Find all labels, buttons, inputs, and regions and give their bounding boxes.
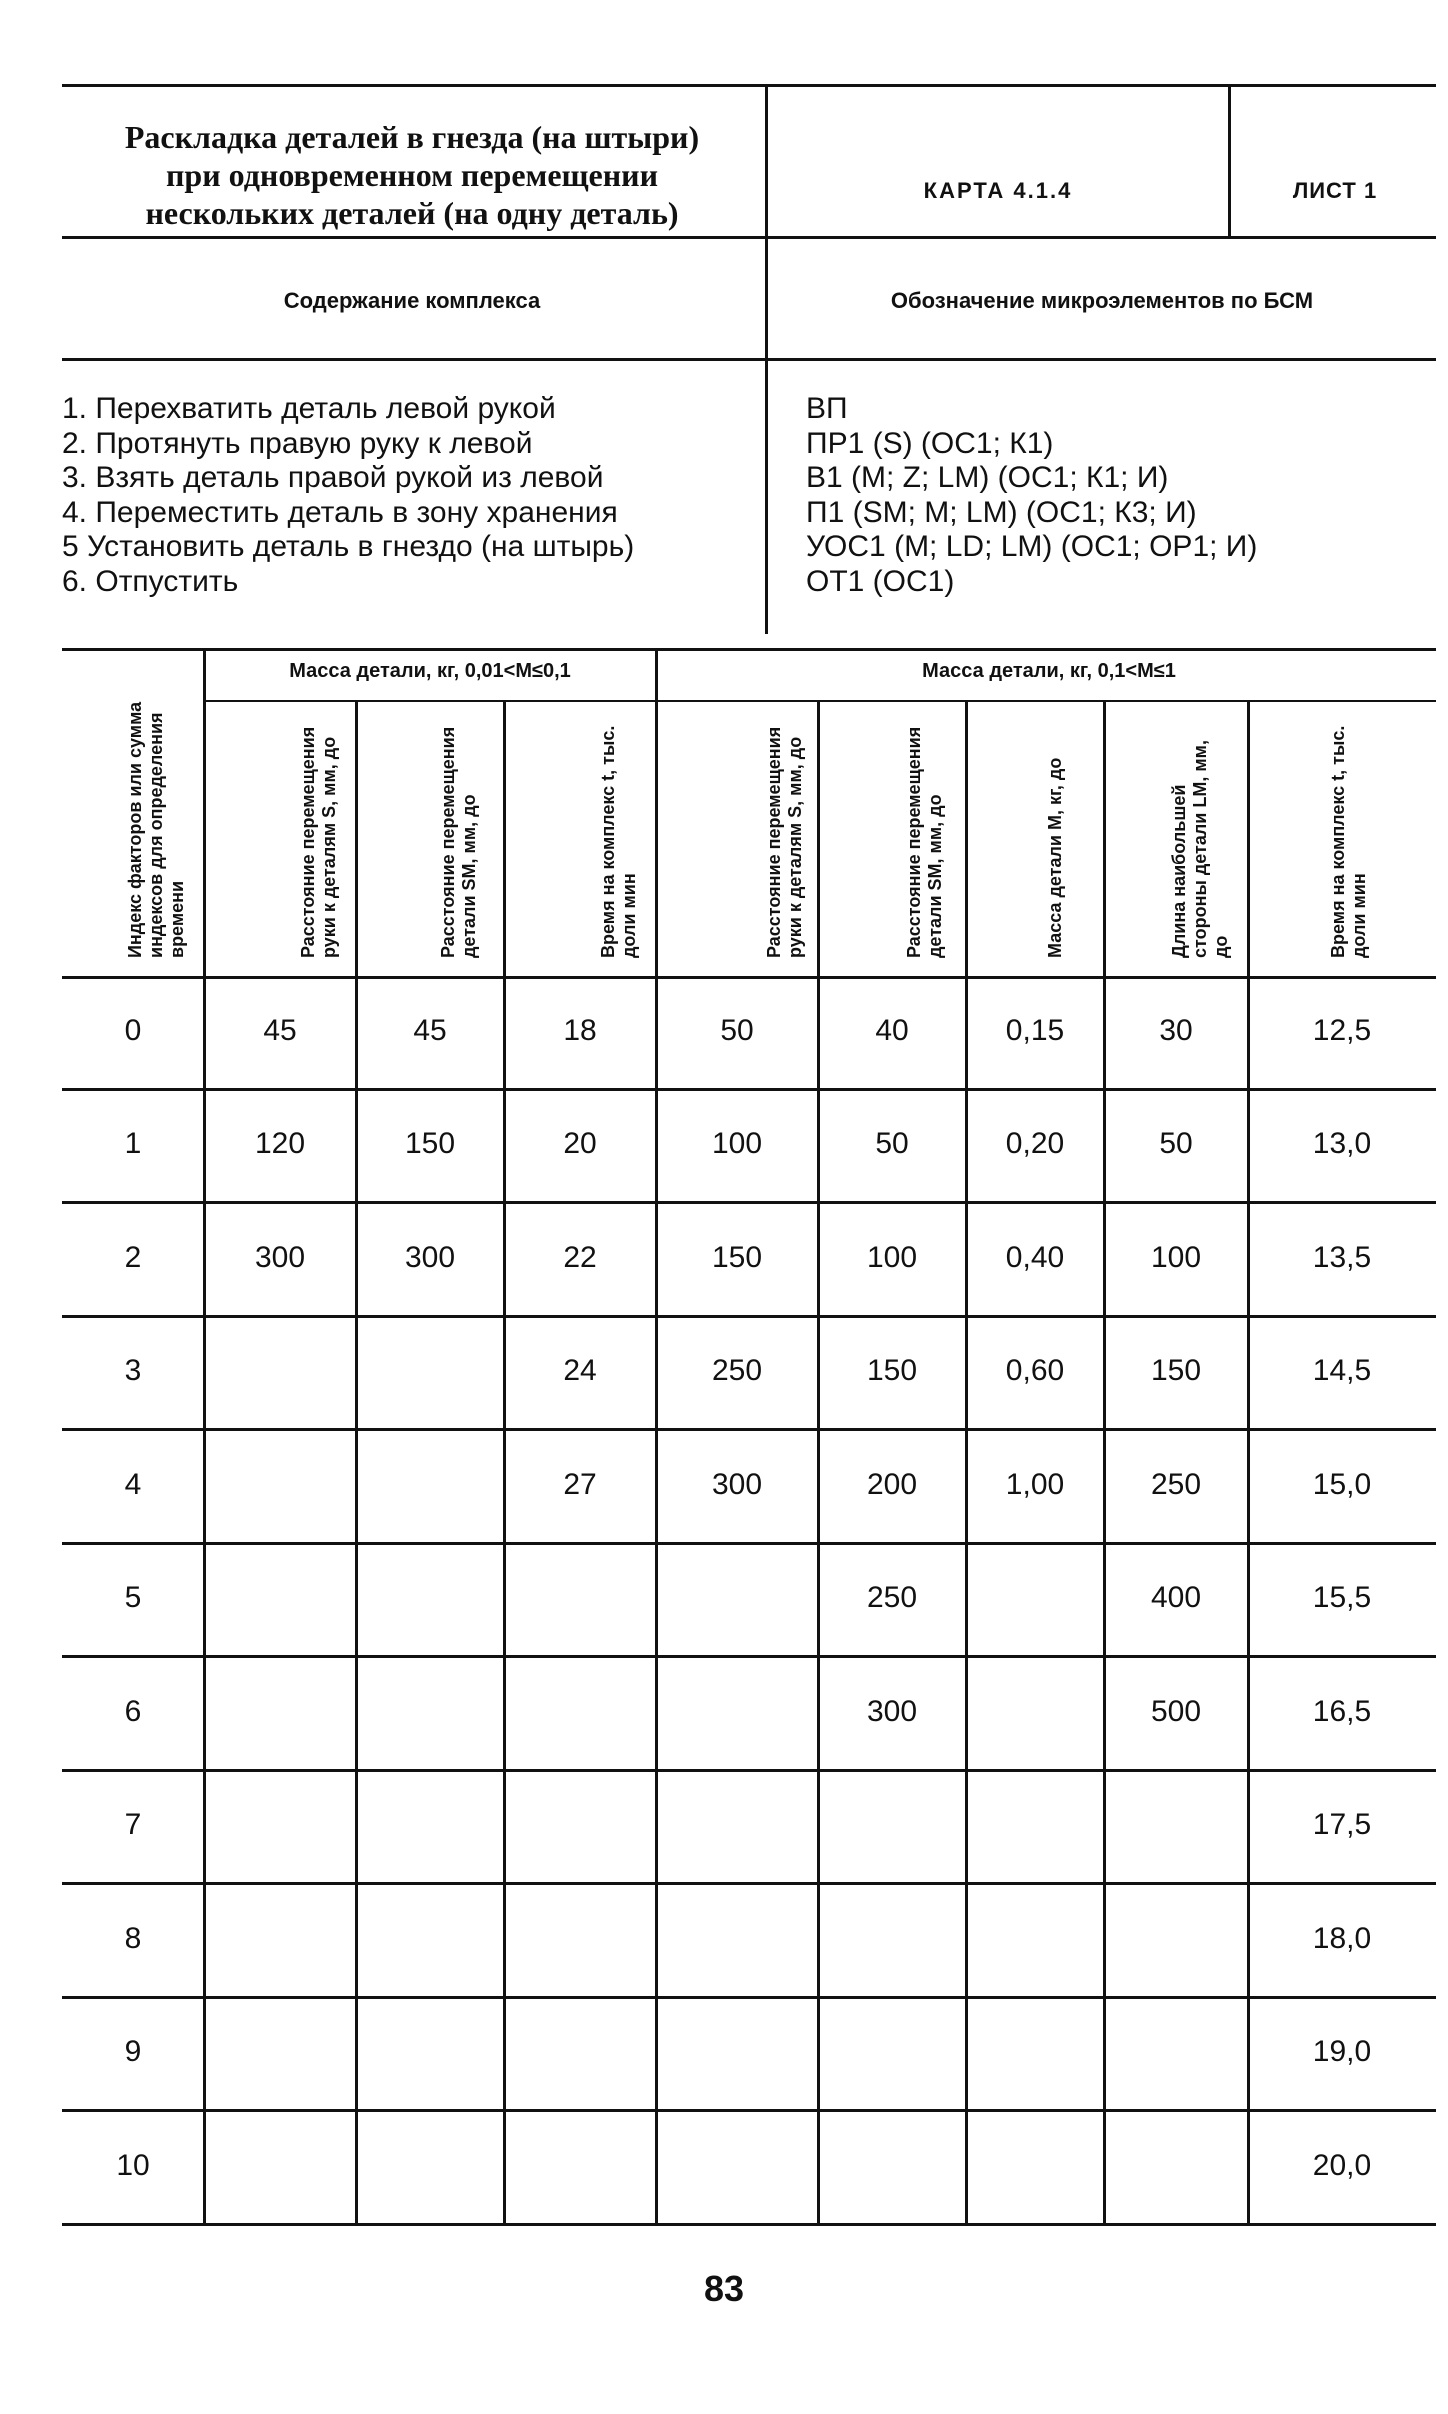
codes-list bbox=[806, 392, 1436, 599]
table-cell: 45 bbox=[413, 1013, 447, 1047]
table-cell: 12,5 bbox=[1312, 1013, 1372, 1047]
row-rule bbox=[62, 1542, 1436, 1545]
table-cell: 45 bbox=[263, 1013, 297, 1047]
table-cell: 250 bbox=[1150, 1467, 1202, 1501]
table-cell: 22 bbox=[563, 1240, 597, 1274]
table-cell: 14,5 bbox=[1312, 1354, 1372, 1388]
table-cell: 27 bbox=[563, 1467, 597, 1501]
table-cell: 50 bbox=[875, 1127, 909, 1161]
step-item: 5 Установить деталь в гнездо (на штырь) bbox=[62, 530, 635, 563]
table-cell: 0,40 bbox=[1005, 1240, 1065, 1274]
row-index-cell: 5 bbox=[124, 1581, 142, 1615]
step-item: 1. Перехватить деталь левой рукой bbox=[62, 392, 556, 425]
table-cell: 120 bbox=[254, 1127, 306, 1161]
row-index-cell: 9 bbox=[124, 2035, 142, 2069]
table-cell: 17,5 bbox=[1312, 1808, 1372, 1842]
col-header-s-light: Расстояние перемещения руки к деталям S, мм, до bbox=[298, 726, 339, 958]
card-number: КАРТА 4.1.4 bbox=[923, 178, 1073, 203]
row-rule bbox=[62, 1088, 1436, 1091]
table-cell: 500 bbox=[1150, 1694, 1202, 1728]
table-cell: 40 bbox=[875, 1013, 909, 1047]
sheet-number: ЛИСТ 1 bbox=[1292, 178, 1378, 203]
section-title-content: Содержание комплекса bbox=[283, 288, 541, 313]
table-cell: 20 bbox=[563, 1127, 597, 1161]
table-cell: 50 bbox=[720, 1013, 754, 1047]
header-divider-sheet bbox=[1228, 84, 1231, 236]
table-cell: 250 bbox=[711, 1354, 763, 1388]
table-cell: 150 bbox=[404, 1127, 456, 1161]
table-cell: 24 bbox=[563, 1354, 597, 1388]
col-header-mass: Масса детали M, кг, до bbox=[1045, 757, 1065, 958]
table-cell: 100 bbox=[711, 1127, 763, 1161]
table-cell: 200 bbox=[866, 1467, 918, 1501]
row-rule bbox=[62, 1769, 1436, 1772]
code-item: ВП bbox=[806, 392, 848, 425]
title-line: Раскладка деталей в гнезда (на штыри) bbox=[124, 119, 700, 155]
title-line: при одновременном перемещении bbox=[165, 157, 659, 193]
step-item: 2. Протянуть правую руку к левой bbox=[62, 426, 533, 460]
rule-header bbox=[62, 236, 1436, 239]
column-divider bbox=[655, 648, 658, 2225]
document-title bbox=[62, 118, 762, 232]
row-rule bbox=[62, 1882, 1436, 1885]
col-header-sm-light: Расстояние перемещения детали SM, мм, до bbox=[438, 726, 479, 958]
row-rule bbox=[62, 1996, 1436, 1999]
table-cell: 50 bbox=[1159, 1127, 1193, 1161]
step-item: 3. Взять деталь правой рукой из левой bbox=[62, 461, 604, 494]
row-index-cell: 2 bbox=[124, 1240, 142, 1274]
code-item: ОТ1 (ОС1) bbox=[806, 564, 955, 598]
table-cell: 15,0 bbox=[1312, 1467, 1372, 1501]
row-index-cell: 1 bbox=[124, 1127, 142, 1161]
col-header-index: Индекс факторов или сумма индексов для определения времени bbox=[125, 701, 187, 958]
code-item: П1 (SM; M; LM) (ОС1; К3; И) bbox=[806, 495, 1197, 529]
table-cell: 150 bbox=[1150, 1354, 1202, 1388]
code-item: ПР1 (S) (ОС1; К1) bbox=[806, 426, 1054, 460]
code-item: УОС1 (M; LD; LM) (ОС1; ОР1; И) bbox=[806, 530, 1258, 563]
rule-group bbox=[204, 700, 1436, 702]
row-rule bbox=[62, 1428, 1436, 1431]
col-header-s-heavy: Расстояние перемещения руки к деталям S, мм, до bbox=[764, 726, 805, 958]
group-header-heavy: Масса детали, кг, 0,1<M≤1 bbox=[922, 660, 1176, 682]
row-rule bbox=[62, 2109, 1436, 2112]
row-index-cell: 8 bbox=[124, 1921, 142, 1955]
table-cell: 20,0 bbox=[1312, 2148, 1372, 2182]
table-cell: 150 bbox=[866, 1354, 918, 1388]
column-divider bbox=[203, 648, 206, 2225]
table-cell: 18 bbox=[563, 1013, 597, 1047]
row-index-cell: 3 bbox=[124, 1354, 142, 1388]
table-cell: 16,5 bbox=[1312, 1694, 1372, 1728]
row-index-cell: 0 bbox=[124, 1013, 142, 1047]
col-header-sm-heavy: Расстояние перемещения детали SM, мм, до bbox=[904, 726, 945, 958]
row-index-cell: 7 bbox=[124, 1808, 142, 1842]
step-item: 6. Отпустить bbox=[62, 564, 239, 598]
table-cell: 0,15 bbox=[1005, 1013, 1065, 1047]
table-cell: 300 bbox=[254, 1240, 306, 1274]
table-cell: 300 bbox=[866, 1694, 918, 1728]
rule-table-top bbox=[62, 648, 1436, 651]
group-header-light: Масса детали, кг, 0,01<M≤0,1 bbox=[289, 660, 571, 682]
table-cell: 1,00 bbox=[1005, 1467, 1065, 1501]
table-cell: 19,0 bbox=[1312, 2035, 1372, 2069]
table-cell: 400 bbox=[1150, 1581, 1202, 1615]
table-cell: 18,0 bbox=[1312, 1921, 1372, 1955]
section-title-codes: Обозначение микроэлементов по БСМ bbox=[890, 288, 1314, 313]
steps-list bbox=[62, 392, 762, 599]
col-header-t-heavy: Время на комплекс t, тыс. доли мин bbox=[1328, 725, 1369, 958]
page-number: 83 bbox=[703, 2268, 745, 2309]
row-rule bbox=[62, 1201, 1436, 1204]
col-header-lm: Длина наибольшей стороны детали LM, мм, до bbox=[1169, 740, 1231, 958]
step-item: 4. Переместить деталь в зону хранения bbox=[62, 495, 618, 529]
title-line: нескольких деталей (на одну деталь) bbox=[145, 195, 679, 231]
table-cell: 300 bbox=[404, 1240, 456, 1274]
table-cell: 30 bbox=[1159, 1013, 1193, 1047]
table-cell: 0,20 bbox=[1005, 1127, 1065, 1161]
table-cell: 15,5 bbox=[1312, 1581, 1372, 1615]
table-cell: 13,0 bbox=[1312, 1127, 1372, 1161]
row-index-cell: 6 bbox=[124, 1694, 142, 1728]
row-rule bbox=[62, 1315, 1436, 1318]
rule-sections bbox=[62, 358, 1436, 361]
row-index-cell: 10 bbox=[116, 2148, 150, 2182]
table-cell: 0,60 bbox=[1005, 1354, 1065, 1388]
col-header-t-light: Время на комплекс t, тыс. доли мин bbox=[598, 725, 639, 958]
row-rule bbox=[62, 2223, 1436, 2226]
table-cell: 150 bbox=[711, 1240, 763, 1274]
table-cell: 13,5 bbox=[1312, 1240, 1372, 1274]
table-cell: 250 bbox=[866, 1581, 918, 1615]
table-cell: 100 bbox=[866, 1240, 918, 1274]
table-cell: 100 bbox=[1150, 1240, 1202, 1274]
row-rule bbox=[62, 1655, 1436, 1658]
table-cell: 300 bbox=[711, 1467, 763, 1501]
rule-table-header bbox=[62, 976, 1436, 979]
code-item: В1 (M; Z; LM) (ОС1; К1; И) bbox=[806, 461, 1169, 494]
row-index-cell: 4 bbox=[124, 1467, 142, 1501]
